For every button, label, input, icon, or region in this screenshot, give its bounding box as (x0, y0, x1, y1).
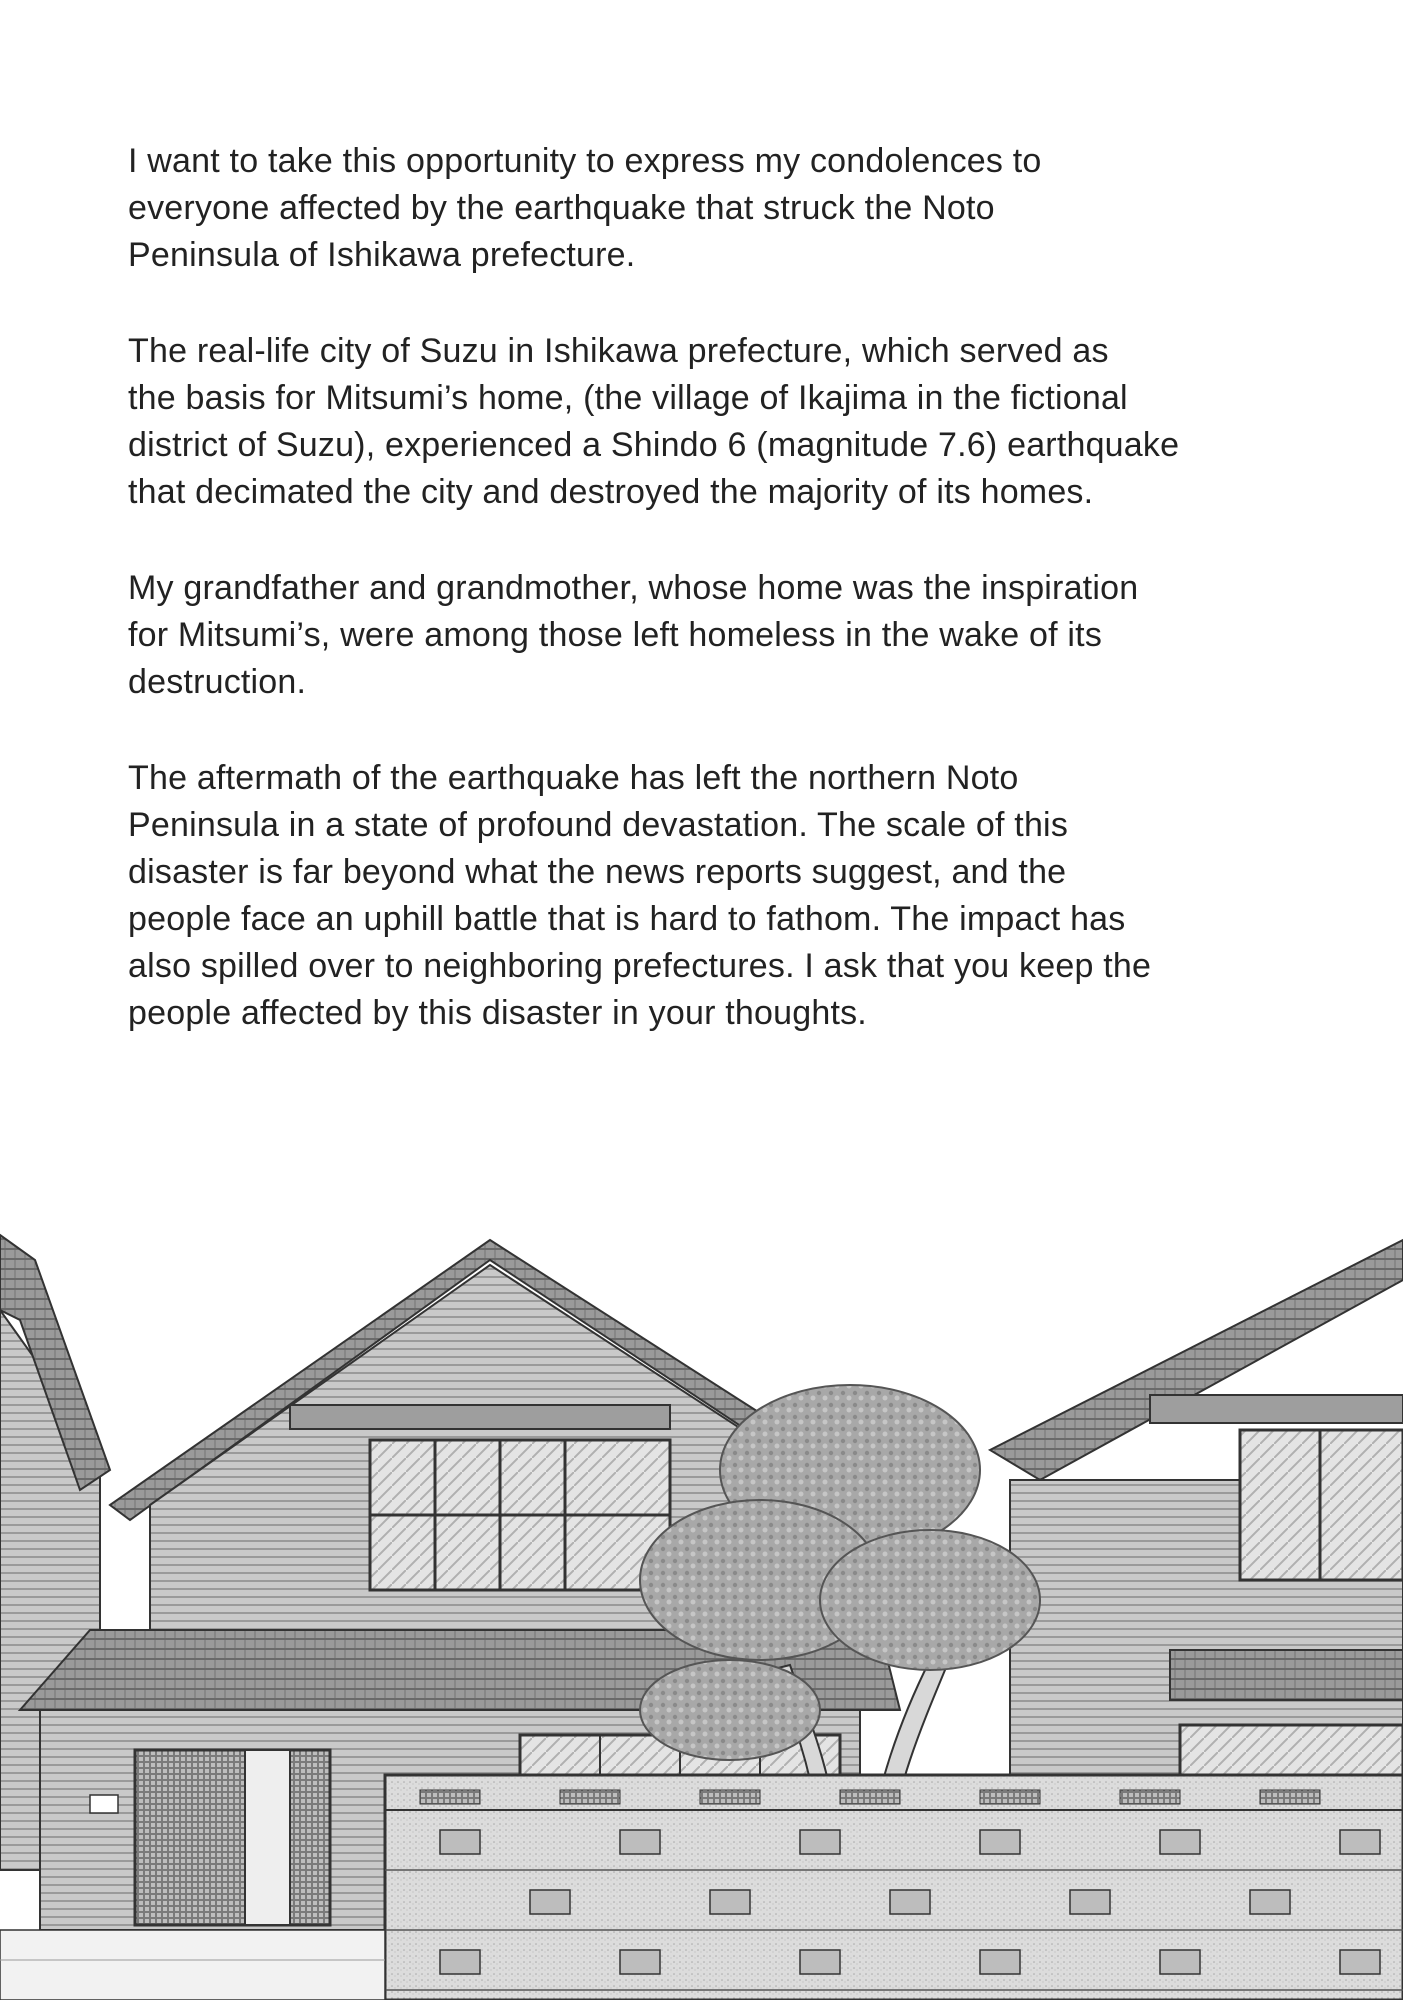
paragraph-aftermath: The aftermath of the earthquake has left the northern Noto Peninsula in a state of profound devastation. The scale of this disaster is far beyond what the news reports suggest, and the people face an uphill battle that is hard to fathom. The impact has also spilled over to neighboring prefectures. I ask that you keep the people affected by this disaster in your thoughts. (128, 759, 1152, 1032)
paragraph-grandparents: My grandfather and grandmother, whose home was the inspiration for Mitsumi’s, were among those left homeless in the wake of its destruction. (128, 569, 1139, 701)
paragraph-suzu: The real-life city of Suzu in Ishikawa prefecture, which served as the basis for Mitsumi’s home, (the village of Ikajima in the fictional district of Suzu), experienced a Shindo 6 (magnitude 7.6) earthquake that decimated the city and destroyed the majority of its homes. (128, 332, 1180, 511)
ground (0, 1930, 385, 2000)
house-illustration (0, 1150, 1403, 2000)
paragraph-condolences: I want to take this opportunity to express my condolences to everyone affected by the earthquake that struck the Noto Peninsula of Ishikawa prefecture. (128, 142, 1042, 274)
message-text (128, 138, 1328, 1086)
block-wall (385, 1775, 1403, 2000)
